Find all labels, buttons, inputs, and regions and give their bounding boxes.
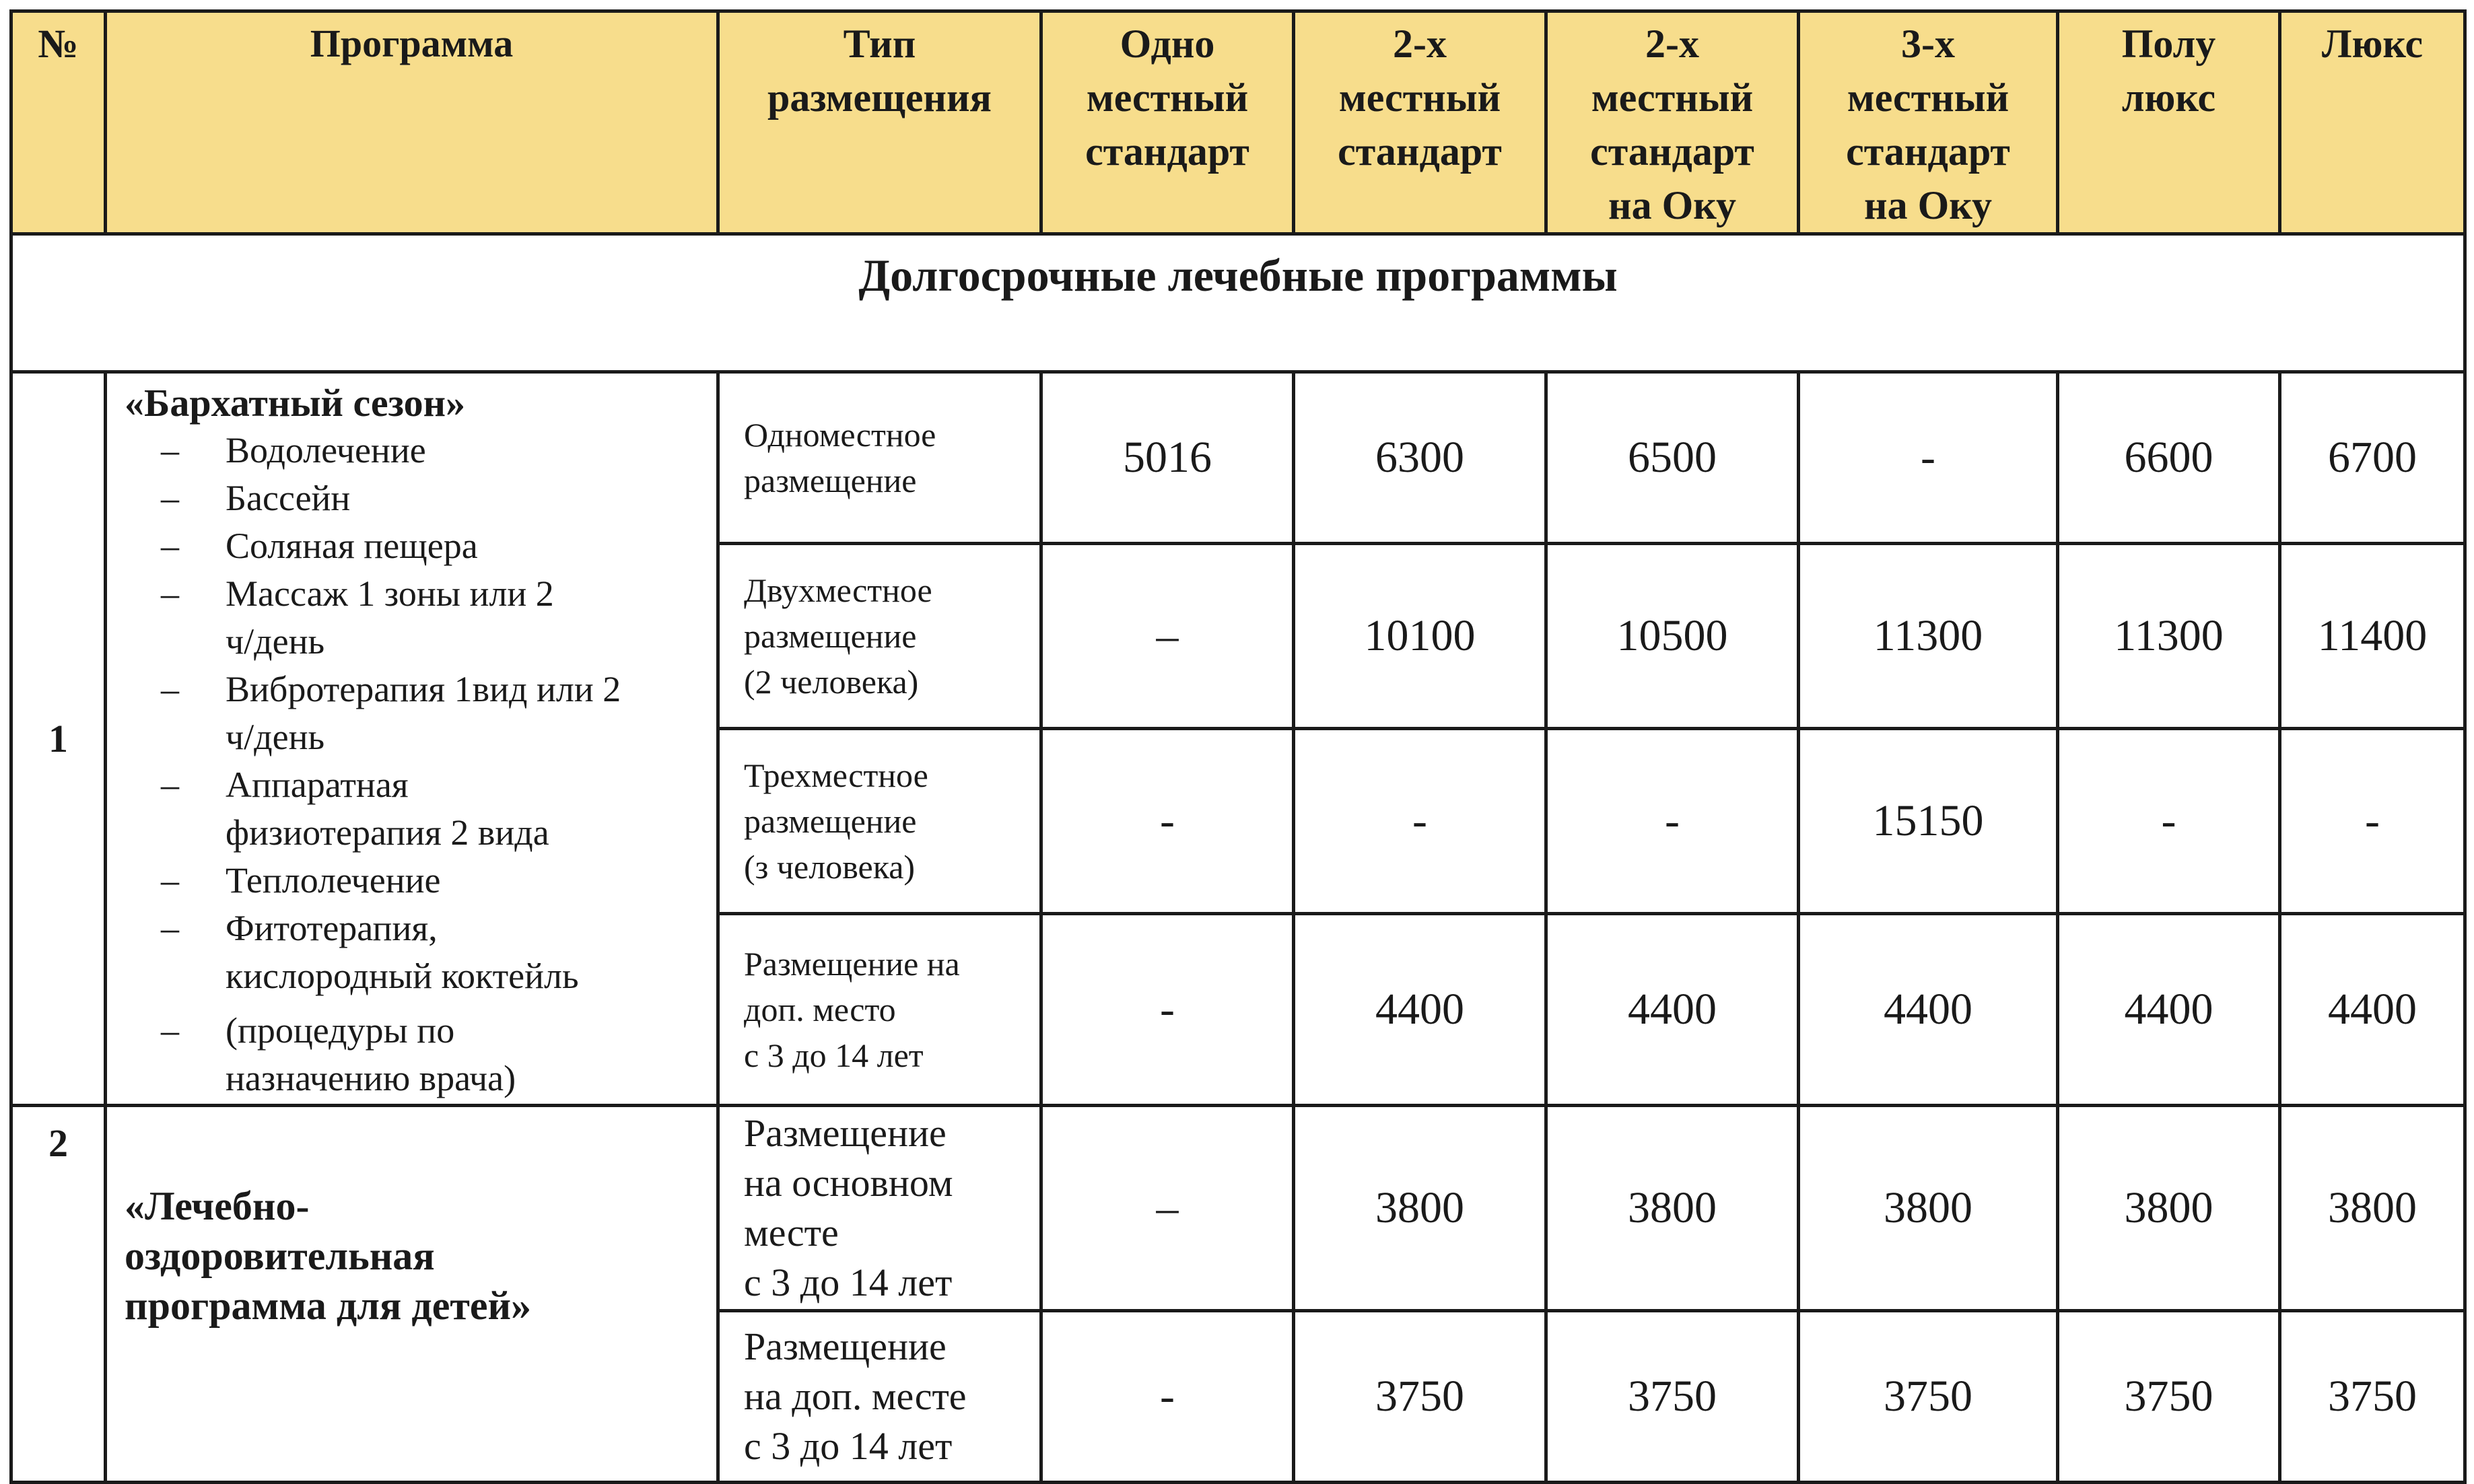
price-cell: 6600 [2058,372,2280,544]
accommodation-type: Размещение на доп. месте с 3 до 14 лет [718,1311,1041,1483]
header-triple-standard-oka: 3-х местный стандарт на Оку [1799,11,2058,234]
header-suite: Люкс [2280,11,2465,234]
table-row [11,372,2465,544]
price-cell: 10100 [1294,544,1546,729]
price-cell: 3800 [1546,1106,1799,1311]
program-number: 2 [11,1106,106,1483]
accommodation-type: Размещение на основном месте с 3 до 14 лет [718,1106,1041,1311]
list-item: – Водолечение [161,430,426,470]
accommodation-type: Двухместное размещение (2 человека) [718,544,1041,729]
price-table-sheet [9,9,2467,1484]
list-item: – Аппаратная физиотерапия 2 вида [161,765,549,853]
header-accommodation-type: Тип размещения [718,11,1041,234]
price-cell: - [1546,729,1799,914]
program-description [106,1106,718,1483]
program-title: «Лечебно- оздоровительная программа для детей» [125,1184,532,1328]
price-cell: 4400 [2058,914,2280,1106]
header-single-standard: Одно местный стандарт [1041,11,1294,234]
table-row [11,1106,2465,1311]
price-cell: 3750 [1294,1311,1546,1483]
price-cell: 11300 [1799,544,2058,729]
header-double-standard: 2-х местный стандарт [1294,11,1546,234]
price-cell: 11400 [2280,544,2465,729]
program-number: 1 [11,372,106,1106]
accommodation-type: Трехместное размещение (з человека) [718,729,1041,914]
list-item: – Соляная пещера [161,526,478,566]
accommodation-type: Размещение на доп. место с 3 до 14 лет [718,914,1041,1106]
price-cell: 3750 [1546,1311,1799,1483]
price-cell: – [1041,1106,1294,1311]
price-cell: 3750 [2280,1311,2465,1483]
list-item: – Фитотерапия, кислородный коктейль [161,908,579,996]
list-item: – (процедуры по назначению врача) [161,1010,516,1098]
price-cell: 4400 [1799,914,2058,1106]
price-cell: - [1041,729,1294,914]
price-cell: 3800 [1294,1106,1546,1311]
header-row [11,11,2465,234]
price-cell: 3800 [2280,1106,2465,1311]
price-cell: 3750 [1799,1311,2058,1483]
price-cell: 6500 [1546,372,1799,544]
price-cell: - [1799,372,2058,544]
price-cell: 15150 [1799,729,2058,914]
price-cell: - [2280,729,2465,914]
price-cell: 5016 [1041,372,1294,544]
price-cell: - [1294,729,1546,914]
list-item: – Теплолечение [161,860,441,900]
header-junior-suite: Полу люкс [2058,11,2280,234]
price-cell: - [2058,729,2280,914]
price-cell: - [1041,914,1294,1106]
price-cell: 11300 [2058,544,2280,729]
section-row [11,234,2465,372]
price-cell: – [1041,544,1294,729]
price-cell: 10500 [1546,544,1799,729]
price-cell: 4400 [1294,914,1546,1106]
price-cell: 3800 [1799,1106,2058,1311]
list-item: – Массаж 1 зоны или 2 ч/день [161,573,554,662]
price-cell: 3800 [2058,1106,2280,1311]
procedure-list [125,427,700,1102]
header-program: Программа [106,11,718,234]
header-number: № [11,11,106,234]
price-cell: 6300 [1294,372,1546,544]
list-item: – Бассейн [161,478,351,518]
header-double-standard-oka: 2-х местный стандарт на Оку [1546,11,1799,234]
price-cell: 3750 [2058,1311,2280,1483]
price-table [9,9,2467,1484]
section-title: Долгосрочные лечебные программы [11,234,2465,372]
list-item: – Вибротерапия 1вид или 2 ч/день [161,669,621,757]
price-cell: 4400 [2280,914,2465,1106]
price-cell: 4400 [1546,914,1799,1106]
program-description [106,372,718,1106]
price-cell: - [1041,1311,1294,1483]
accommodation-type: Одноместное размещение [718,372,1041,544]
price-cell: 6700 [2280,372,2465,544]
program-title: «Бархатный сезон» [125,381,466,425]
